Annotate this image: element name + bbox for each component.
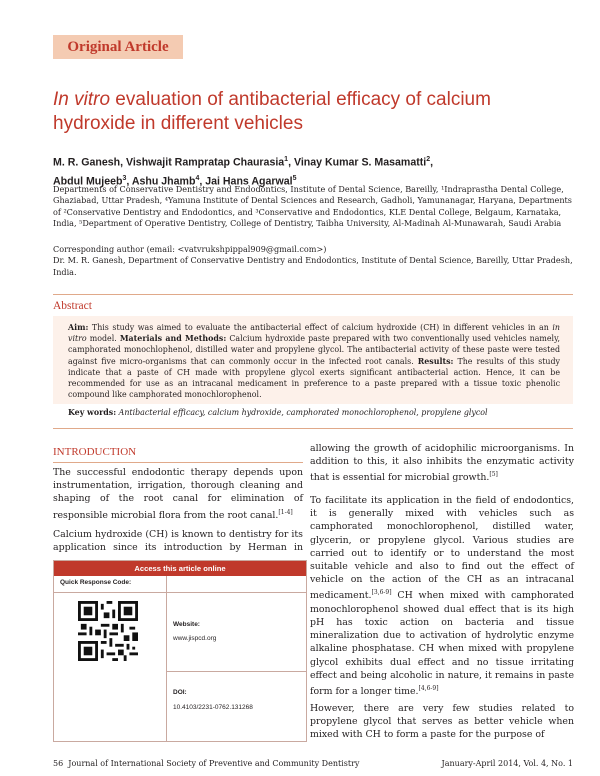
citation: [3,6-9] xyxy=(371,589,392,597)
corresponding-email: Corresponding author (email: <vatvrukshpippal909@gmail.com>) xyxy=(53,244,327,254)
corresponding-author xyxy=(53,244,573,278)
intro-heading: INTRODUCTION xyxy=(53,446,137,458)
article-title xyxy=(53,88,563,136)
footer-issue: January-April 2014, Vol. 4, No. 1 xyxy=(441,759,573,768)
author-segment: , xyxy=(430,156,434,169)
paragraph-text: allowing the growth of acidophilic microorganisms. In addition to this, it also inhibits the enzymatic activity that is essential for microbial growth. xyxy=(310,443,574,484)
qr-code-icon[interactable] xyxy=(78,601,138,661)
paragraph-text: The successful endodontic therapy depends upon instrumentation, irrigation, thorough cleaning and shaping of the root canal for elimination of responsible microbial flora from the root canal. xyxy=(53,467,303,521)
results-label: Results: xyxy=(417,356,454,366)
author-segment: , Jai Hans Agarwal xyxy=(199,175,293,188)
aim-italic: in vitro xyxy=(68,323,560,344)
citation: [5] xyxy=(489,471,498,479)
citation: [1-4] xyxy=(278,508,293,516)
footer-left xyxy=(53,758,359,769)
keywords xyxy=(68,407,568,418)
website-link[interactable]: www.jispcd.org xyxy=(173,635,217,642)
access-title: Access this article online xyxy=(54,561,306,576)
affil-mark: 3 xyxy=(122,174,127,182)
title-rest: evaluation of antibacterial efficacy of calcium hydroxide in different vehicles xyxy=(53,89,491,134)
intro-paragraph-2: Calcium hydroxide (CH) is known to dentistry for its application since its introduction by Herman in xyxy=(53,529,303,554)
doi-value[interactable]: 10.4103/2231-0762.131268 xyxy=(173,704,253,711)
box-divider xyxy=(166,576,167,741)
affil-mark: 5 xyxy=(292,174,297,182)
article-type-tag: Original Article xyxy=(53,35,183,59)
intro-underline xyxy=(53,462,303,463)
box-divider xyxy=(166,671,306,672)
author-segment: , Vinay Kumar S. Masamatti xyxy=(288,156,427,169)
affiliations: Departments of Conservative Dentistry and Endodontics, Institute of Dental Science, Bareilly, ¹Indraprastha Dental College, Ghaziabad, Uttar Pradesh, ⁴Yamuna Institute of Dental Sciences and Research, Gadholi, Yamunanagar, Haryana, Departments of ²Conservative Dentistry and Endodontics, and ³Conservative and Endodontics, KLE Dental College, Belgaum, Karnataka, India, ⁵Department of Operative Dentistry, College of Dentistry, Taibha University, Al-Madinah Al-Munawarah, Saudi Arabia xyxy=(53,184,572,229)
keywords-text: Antibacterial efficacy, calcium hydroxide, camphorated monochlorophenol, propylene glycol xyxy=(116,408,488,417)
access-online-box xyxy=(53,560,307,742)
aim-text: This study was aimed to evaluate the antibacterial effect of calcium hydroxide (CH) in different vehicles in an xyxy=(88,323,553,332)
right-paragraph-1 xyxy=(310,442,574,485)
right-paragraph-2 xyxy=(310,494,574,698)
paragraph-text: To facilitate its application in the field of endodontics, it is generally mixed with vehicles such as camphorated monochlorophenol, distilled water, glycerin, or propylene glycol. Various studies are carried out to identify or to understand the most suitable vehicle and also to find out the effect of vehicle on the action of the CH as an intracanal medicament. xyxy=(310,495,574,602)
qr-label: Quick Response Code: xyxy=(60,579,132,586)
affil-mark: 4 xyxy=(195,174,200,182)
results-text: The results of this study indicate that a paste of CH made with propylene glycol exerts significant antibacterial action. Hence, it can be recommended for use as an intracanal medicament in preference to a paste prepared with a tissue toxic phenolic compound like camphorated monochlorophenol. xyxy=(68,356,561,400)
corresponding-address: Dr. M. R. Ganesh, Department of Conservative Dentistry and Endodontics, Institute of Dental Science, Bareilly, Uttar Pradesh, India. xyxy=(53,255,573,277)
title-italic: In vitro xyxy=(53,89,111,110)
website-label: Website: xyxy=(173,621,200,628)
methods-text: Calcium hydroxide paste prepared with two conventionally used vehicles namely, camphorated monochlophenol, distilled water and propylene glycol. The antibacterial activity of these paste were tested against five micro-organisms that can commonly occur in the infected root canals. xyxy=(68,334,560,366)
doi-label: DOI: xyxy=(173,689,187,696)
keywords-label: Key words: xyxy=(68,408,117,417)
page-number: 56 xyxy=(53,759,64,768)
divider xyxy=(53,294,573,295)
author-segment: , Ashu Jhamb xyxy=(126,175,196,188)
aim-label: Aim: xyxy=(68,323,89,332)
author-segment: Abdul Mujeeb xyxy=(53,175,123,188)
intro-paragraph-1 xyxy=(53,466,303,522)
methods-label: Materials and Methods: xyxy=(119,334,227,344)
paragraph-text: CH when mixed with camphorated monochlorophenol showed dual effect that is its high pH has toxic action on bacteria and tissue mineralization due to activation of hydrolytic enzyme alkaline phosphatase. CH when mixed with propylene glycol exhibits dual effect and no tissue irritating effect and being alcoholic in nature, it remains in paste form for a longer time. xyxy=(310,590,574,698)
right-paragraph-3: However, there are very few studies related to propylene glycol that serves as better vehicle when mixed with CH to form a paste for the purpose of xyxy=(310,703,574,741)
journal-name: Journal of International Society of Preventive and Community Dentistry xyxy=(68,759,360,768)
divider xyxy=(53,428,573,429)
citation: [4,6-9] xyxy=(418,684,439,692)
affil-mark: 2 xyxy=(426,156,431,163)
abstract-text xyxy=(68,322,560,400)
abstract-heading: Abstract xyxy=(53,300,92,312)
affil-mark: 1 xyxy=(284,156,289,163)
author-segment: M. R. Ganesh, Vishwajit Rampratap Chaurasia xyxy=(53,156,285,169)
aim-text: model. xyxy=(86,334,120,344)
box-divider xyxy=(54,592,306,593)
